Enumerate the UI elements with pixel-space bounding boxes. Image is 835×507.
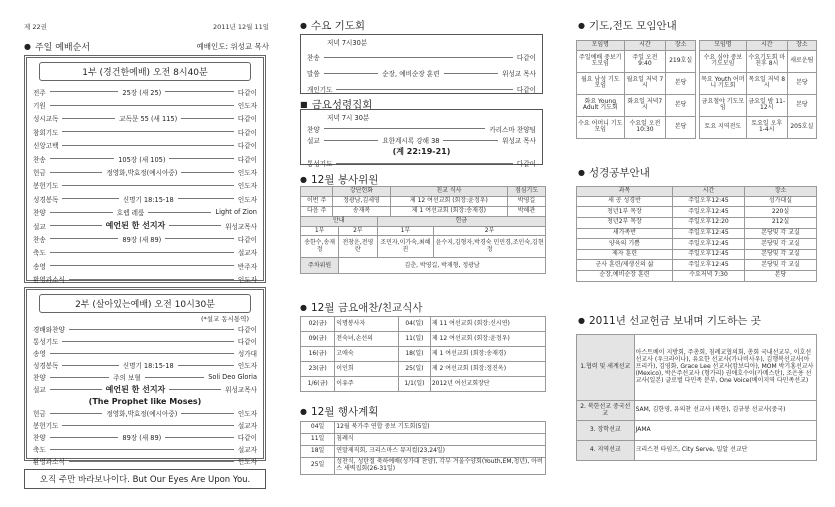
order-person: 카리스마 찬양팀 (489, 125, 536, 134)
order-row (33, 371, 257, 383)
order-item: 찬송 (33, 155, 46, 164)
table-cell: 205호실 (787, 116, 816, 138)
table-cell: 월요 남성 기도 모임 (577, 72, 625, 94)
order-detail: 89장 (새 89) (122, 434, 162, 442)
table-row (301, 458, 546, 475)
order-item: 찬양 (33, 209, 46, 218)
order-row (33, 272, 257, 285)
table-cell: 본당 (666, 72, 696, 94)
serve-title: 12월 봉사위원 (310, 174, 379, 186)
table-cell: 본당 (787, 72, 816, 94)
table-cell: 04(일) (398, 317, 430, 332)
column-header: 과목 (577, 187, 673, 197)
order-item: 찬양 (33, 374, 46, 382)
order-item: 찬양 (33, 434, 46, 442)
order-row (33, 335, 257, 347)
table-cell: 화요 Young Adult 기도회 (577, 94, 625, 116)
table-cell: 11일 (301, 434, 335, 446)
order-row (307, 123, 536, 135)
order-item: 설교 (307, 137, 320, 146)
table-cell: 02(금) (301, 317, 335, 332)
table-cell: 주일 오전 9:40 (624, 50, 666, 72)
order-person: 다같이 (237, 128, 257, 137)
order-item: 참회기도 (33, 128, 59, 137)
order-detail: 예언된 한 선지자 (105, 221, 166, 231)
table-row (700, 72, 817, 94)
order-row (307, 81, 536, 97)
table-cell: 제 1 여선교회 (회장:송재경) (430, 347, 545, 362)
order-detail: 신명기 18:15-18 (122, 362, 174, 370)
table-row (301, 422, 546, 434)
column-header: 시간 (673, 187, 745, 197)
table-cell: 토요 지역전도 (700, 116, 747, 138)
table-cell: 주일오후12:45 (673, 249, 745, 260)
order-person: 인도자 (237, 169, 258, 178)
table-cell: 전숙녀,손선의 (335, 332, 399, 347)
table-cell: 주일오후12:45 (673, 260, 745, 271)
table-row (301, 317, 546, 332)
column-header: 장소 (745, 187, 817, 197)
order-row (33, 455, 257, 467)
table-cell: 금요일 밤 11-12시 (746, 94, 787, 116)
mission-header (578, 313, 761, 328)
circle-bullet-icon: ● (300, 407, 307, 416)
table-cell: 주일예배 중보기도모임 (577, 50, 625, 72)
table-row (577, 218, 817, 229)
order-row (33, 192, 257, 205)
order-row (33, 407, 257, 419)
circle-bullet-icon: ● (578, 21, 585, 30)
order-row (33, 165, 257, 178)
table-cell: 제 2 여선교회 (회장:정진옥) (430, 362, 545, 377)
table-cell: 12월 북가주 연합 중보 기도회(5일) (335, 422, 546, 434)
order-item: 경배와찬양 (33, 326, 65, 334)
order-person: 다같이 (237, 326, 257, 334)
table-cell: 25일 (301, 458, 335, 475)
order-person: 설교자 (237, 249, 257, 258)
table-row (301, 377, 546, 392)
order-row (33, 431, 257, 443)
order-row (33, 179, 257, 192)
table-row (301, 446, 546, 458)
table-cell: 제 12 여선교회 (회장:윤정우) (430, 332, 545, 347)
circle-bullet-icon: ● (300, 21, 307, 30)
table-cell: 2012년 여선교회장단 (430, 377, 545, 392)
table-row (577, 94, 696, 116)
order-row (307, 135, 536, 147)
table-cell: 주일오후12:20 (673, 218, 745, 229)
table-cell: 아스트베이 지방회, 주총회, 침례교협의회, 총회 국내선교부, 이호선선교사 (우크라이나), 유요한 선교사(가나비사우), 김행복선교사(아프리카), 김영화, Grace Lee 선교사(캄보디아), MOM 박기홍선교사 (Mexico), 박은주선교사 (헝가리) 권애호수이(카메스탄), 조은용 선교사(일본) 글로벌 다민족 분부, One Voice(베이지역 다민족선교) (634, 335, 816, 401)
order-item: 성시교독 (33, 115, 59, 124)
order-item: 찬양 (307, 125, 320, 134)
table-cell: 성가대실 (745, 196, 817, 207)
table-cell: 제자 훈련 (577, 249, 673, 260)
order-detail: 요한계시록 강해 38 (382, 137, 440, 146)
order-row (33, 232, 257, 245)
table-row (577, 401, 817, 421)
table-cell: 청년2부 목장 (577, 218, 673, 229)
table-row (301, 362, 546, 377)
table-cell: 04일 (301, 422, 335, 434)
table-row (577, 228, 817, 239)
table-cell: 본당및 각 교실 (745, 239, 817, 250)
order-item: 봉헌기도 (33, 182, 59, 191)
table-cell: 순장,예비순장 훈련 (577, 271, 673, 282)
order-item: 송영 (33, 350, 46, 358)
order-detail: 신명기 18:15-18 (122, 195, 174, 204)
order-item: 개인기도 (307, 86, 333, 94)
table-cell: 본당 (745, 271, 817, 282)
order-item: 전주 (33, 88, 46, 97)
order-row (33, 125, 257, 138)
events-title: 12월 행사계획 (310, 406, 379, 418)
table-cell: 25(일) (398, 362, 430, 377)
order-row (33, 112, 257, 125)
meals-title: 12월 금요애찬/친교식사 (310, 302, 423, 314)
order-detail: 정영화,박효정(예시아중) (106, 169, 178, 178)
order-row (307, 65, 536, 81)
table-row (577, 260, 817, 271)
order-person: 인도자 (237, 182, 257, 191)
table-cell: 화요일 저녁7시 (624, 94, 666, 116)
order-item: 설교 (33, 222, 46, 231)
order-detail: 정영화,박효정(예시아중) (106, 410, 178, 418)
table-cell: 월요일 저녁 7시 (624, 72, 666, 94)
table-row (301, 347, 546, 362)
table-cell: 219호실 (666, 50, 696, 72)
table-cell: 주일오후12:45 (673, 196, 745, 207)
table-row (577, 239, 817, 250)
table-cell: 3. 장학선교 (577, 421, 635, 441)
bible-header (578, 165, 650, 180)
table-row (577, 116, 696, 138)
order-person: 인도자 (237, 276, 257, 285)
order-person: 다같이 (237, 155, 258, 164)
issue-number: 제 22권 (24, 23, 47, 31)
worship-title: 주일 예배순서 (34, 43, 91, 53)
footer-motto: 오직 주만 바라보나이다. But Our Eyes Are Upon You. (24, 469, 266, 489)
circle-bullet-icon: ● (300, 303, 307, 312)
page-header (24, 22, 269, 31)
table-cell: 본당및 각 교실 (745, 228, 817, 239)
table-cell: 수요 심야 중보기도모임 (700, 50, 747, 72)
table-cell: 새 공 성경반 (577, 196, 673, 207)
order-row (33, 259, 257, 272)
order-item: 설교 (33, 386, 46, 394)
wed-box (300, 34, 543, 94)
order-row (33, 359, 257, 371)
order-row (33, 443, 257, 455)
mission-title: 2011년 선교헌금 보내며 기도하는 곳 (588, 315, 761, 327)
column-header: 모임명 (577, 41, 625, 51)
order-person: 인도자 (237, 102, 257, 111)
order-item: 성경봉독 (33, 362, 59, 370)
order-detail: (The Prophet like Moses) (88, 396, 202, 406)
interpretation-note: (*설교 동시통역) (200, 315, 249, 323)
wed-header (300, 18, 365, 33)
table-cell: JAMA (634, 421, 816, 441)
order-row (307, 158, 536, 170)
order-row (33, 323, 257, 335)
table-row (577, 72, 696, 94)
order-person: 반주자 (237, 262, 257, 271)
prayer-table-right (699, 40, 817, 139)
issue-date: 2011년 12월 11일 (212, 23, 269, 31)
table-cell: 1/1(일) (398, 377, 430, 392)
prayer-header (578, 18, 677, 33)
second-service-order (33, 323, 257, 467)
table-cell: 이유주 (335, 377, 399, 392)
circle-bullet-icon: ● (24, 42, 31, 51)
order-person: 다같이 (237, 434, 257, 442)
order-person: Light of Zion (215, 208, 257, 217)
table-cell: 1/6(금) (301, 377, 335, 392)
order-detail: 25장 (새 25) (122, 88, 162, 97)
order-row (33, 246, 257, 259)
order-person: 다같이 (237, 142, 257, 151)
table-cell: 이인희 (335, 362, 399, 377)
order-person: 인도자 (237, 458, 257, 466)
order-detail: 교독문 55 (새 115) (119, 115, 178, 124)
order-row (33, 98, 257, 111)
table-row (577, 271, 817, 282)
order-person: 성가대 (237, 350, 257, 358)
order-detail: 예언된 한 선지자 (105, 384, 166, 394)
guide-table: 안내 헌금 1부 2부 1부 2부 송한수,송재정 전창운,전영란 조민자,이가숙,최혜진 윤수지,김형자,박경숙 민민경,조인숙,김현정 주차위원 김춘, 박영길, 박재형, 정광남 (300, 216, 546, 275)
table-cell: 18(일) (398, 347, 430, 362)
order-row (33, 152, 257, 165)
serve-table-wrap (300, 186, 546, 274)
table-cell: 익명봉사자 (335, 317, 399, 332)
order-item: 찬송 (307, 54, 320, 62)
table-cell: 고애숙 (335, 347, 399, 362)
serve-table: 강단헌화 친교 식사 점심기도 이번 주 정광남,김세영 제 12 여선교회 (회장:윤정우) 박영길 다음 주 송재복 제 1 여선교회 (회장:송재경) 박해관 (300, 186, 546, 217)
table-row (301, 332, 546, 347)
table-row (577, 50, 696, 72)
order-item: 말씀 (307, 70, 320, 78)
second-service-heading: 2부 (살아있는예배) 오전 10시30분 (39, 294, 251, 313)
order-item: 축도 (33, 249, 46, 258)
order-person: 다같이 (516, 86, 536, 94)
table-cell: 양육의 기쁨 (577, 239, 673, 250)
order-item: 환영과소식 (33, 458, 65, 466)
column-header: 시간 (624, 41, 666, 51)
meals-table (300, 316, 546, 392)
order-person: 다같이 (516, 54, 536, 62)
order-person: 다같이 (516, 160, 536, 169)
order-row (307, 146, 536, 158)
first-service-order (33, 85, 257, 286)
table-cell: 주일오후12:45 (673, 239, 745, 250)
order-row (33, 85, 257, 98)
order-item: 환영과소식 (33, 276, 65, 285)
order-row (33, 219, 257, 232)
fri-time: 저녁 7시 30분 (327, 114, 370, 122)
order-person: 설교자 (237, 446, 257, 454)
table-cell: 1.협력 및 세계선교 (577, 335, 635, 401)
order-row (307, 49, 536, 65)
order-item: 송영 (33, 262, 46, 271)
order-detail: (계 22:19-21) (392, 147, 451, 157)
order-row (33, 395, 257, 407)
events-table (300, 421, 546, 475)
table-row (577, 196, 817, 207)
mission-table (576, 334, 817, 461)
first-service-heading: 1부 (경건한예배) 오전 8시40분 (39, 62, 251, 81)
circle-bullet-icon: ● (300, 175, 307, 184)
table-row (700, 116, 817, 138)
table-row (577, 421, 817, 441)
table-cell: 23(금) (301, 362, 335, 377)
table-cell: 목요 Youth 어머니 기도회 (700, 72, 747, 94)
order-person: 다같이 (237, 338, 257, 346)
table-cell: 16(금) (301, 347, 335, 362)
order-person: 다같이 (237, 115, 258, 124)
table-cell: 09(금) (301, 332, 335, 347)
table-cell: 본당및 각 교실 (745, 260, 817, 271)
column-header: 장소 (666, 41, 696, 51)
serve-header (300, 172, 378, 187)
table-cell: 군사 훈련/제생신의 삶 (577, 260, 673, 271)
circle-bullet-icon: ● (578, 168, 585, 177)
table-cell: 목요일 저녁 8시 (746, 72, 787, 94)
order-person: Soli Deo Gloria (208, 373, 258, 381)
order-item: 헌금 (33, 169, 46, 178)
order-item: 봉헌기도 (33, 422, 59, 430)
order-row (33, 419, 257, 431)
table-cell: 새가족반 (577, 228, 673, 239)
table-cell: 수요일 오전 10:30 (624, 116, 666, 138)
table-cell: 새로운팀 (787, 50, 816, 72)
table-cell: SAM, 김한영, 유의찬 선교사 (북한), 김규봉 선교사(중국) (634, 401, 816, 421)
table-cell: 크리스천 타임즈, City Serve, 밀알 선교단 (634, 441, 816, 461)
table-cell: 제 11 여선교회 (회장:신시연) (430, 317, 545, 332)
table-cell: 성찬식, 성탄절 축하예배(성가대 찬양), 각부 겨울수양회(Youth,EM,청년), 아버스 새벽집회(26-31일) (335, 458, 546, 475)
column-header: 모임명 (700, 41, 747, 51)
order-item: 신앙고백 (33, 142, 59, 151)
table-row (577, 207, 817, 218)
table-row (577, 335, 817, 401)
table-cell: 연말제직회, 크리스마스 뮤지컬(23,24일) (335, 446, 546, 458)
order-row (33, 347, 257, 359)
order-person: 위성교목사 (225, 222, 257, 231)
order-person: 인도자 (237, 362, 258, 370)
order-person: 위성교목사 (225, 386, 257, 394)
bible-table (576, 186, 817, 282)
table-row (700, 50, 817, 72)
table-cell: 주일오후12:45 (673, 228, 745, 239)
bible-title: 성경공부안내 (588, 167, 650, 179)
fri-box (300, 109, 543, 169)
first-service-box (24, 55, 266, 283)
order-item: 성경봉독 (33, 195, 59, 204)
table-cell: 수요 어머니 기도 모임 (577, 116, 625, 138)
table-cell: 212실 (745, 218, 817, 229)
wed-title: 수요 기도회 (310, 20, 366, 32)
table-cell: 주일오후12:45 (673, 207, 745, 218)
order-person: 위성교 목사 (502, 70, 537, 78)
prayer-title: 기도,전도 모임안내 (588, 20, 677, 32)
order-item: 통성기도 (307, 160, 333, 169)
worship-leader: 예배인도: 위성교 목사 (196, 42, 269, 51)
table-cell: 4. 지역선교 (577, 441, 635, 461)
order-item: 축도 (33, 446, 46, 454)
circle-bullet-icon: ● (578, 316, 585, 325)
table-cell: 본당 (666, 94, 696, 116)
table-cell: 본당 (666, 116, 696, 138)
table-row (301, 434, 546, 446)
order-item: 찬송 (33, 235, 46, 244)
meals-header (300, 300, 423, 315)
table-cell: 토요일 오후 1-4시 (746, 116, 787, 138)
table-cell: 2. 북한선교 중국선교 (577, 401, 635, 421)
table-cell: 220실 (745, 207, 817, 218)
order-person: 인도자 (237, 410, 258, 418)
order-item: 통성기도 (33, 338, 59, 346)
order-person: 다같이 (237, 88, 257, 97)
table-row (577, 441, 817, 461)
order-person: 인도자 (237, 195, 258, 204)
column-header: 장소 (787, 41, 816, 51)
order-item: 기원 (33, 102, 46, 111)
square-bullet-icon: ■ (300, 100, 308, 109)
column-header: 시간 (746, 41, 787, 51)
table-cell: 본당 (787, 94, 816, 116)
order-person: 설교자 (237, 422, 257, 430)
worship-header (24, 40, 269, 53)
table-cell: 11(일) (398, 332, 430, 347)
table-row (700, 94, 817, 116)
wed-time: 저녁 7시30분 (327, 39, 368, 47)
table-cell: 금요철야 기도모임 (700, 94, 747, 116)
order-detail: 주의 보혈 (113, 374, 141, 382)
order-row (33, 383, 257, 395)
table-row (577, 249, 817, 260)
order-detail: 89장 (새 89) (122, 235, 162, 244)
order-person: 다같이 (237, 235, 257, 244)
prayer-table-left (576, 40, 696, 139)
order-person: 위성교 목사 (502, 137, 536, 146)
table-cell: 청년1부 목장 (577, 207, 673, 218)
table-cell: 수요기도회 마친후 8시 (746, 50, 787, 72)
table-cell: 본당및 각 교실 (745, 249, 817, 260)
order-item: 헌금 (33, 410, 46, 418)
table-cell: 수요저녁 7:30 (673, 271, 745, 282)
table-cell: 18일 (301, 446, 335, 458)
fri-title: 금요성령집회 (311, 99, 373, 111)
second-service-box (24, 287, 266, 466)
order-detail: 호렙 레룸 (116, 209, 145, 218)
order-row (33, 206, 257, 219)
events-header (300, 404, 378, 419)
order-row (33, 139, 257, 152)
order-detail: 105장 (새 105) (118, 155, 166, 164)
table-cell: 침례식 (335, 434, 546, 446)
order-detail: 순장, 예비순장 훈련 (382, 70, 440, 78)
